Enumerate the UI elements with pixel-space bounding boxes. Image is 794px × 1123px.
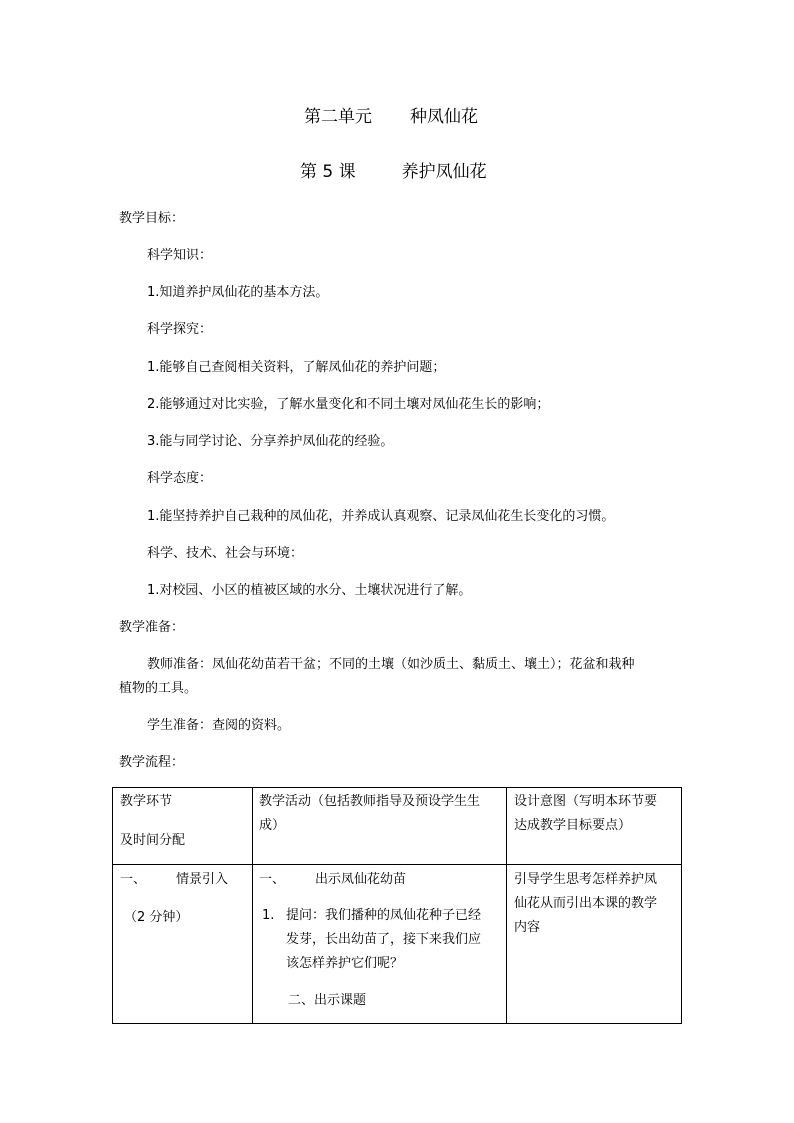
activity-item-line-2: 发芽，长出幼苗了，接下来我们应 [286,932,482,947]
lesson-number: 第 5 课 [300,162,356,182]
prep-heading: 教学准备： [119,620,185,635]
header-cell-activity [253,788,507,865]
stse-heading: 科学、技术、社会与环境： [147,546,304,561]
unit-name: 种凤仙花 [410,107,478,127]
header-activity-line-2: 成） [259,818,286,833]
unit-number: 第二单元 [304,107,372,127]
table-row [113,865,682,1024]
stage-time: （2 分钟） [124,910,189,925]
activity-item-line-3: 该怎样养护它们呢？ [286,956,404,971]
unit-title [304,106,478,128]
inquiry-item-1: 1.能够自己查阅相关资料，了解凤仙花的养护问题； [147,360,446,375]
student-prep: 学生准备：查阅的资料。 [147,718,291,733]
knowledge-item-1: 1.知道养护凤仙花的基本方法。 [147,285,329,300]
activity-number: 一、 [259,872,286,887]
lesson-name: 养护凤仙花 [401,162,487,182]
intent-cell [507,865,682,1024]
teacher-prep-line-2: 植物的工具。 [119,681,198,696]
intent-line-2: 仙花从而引出本课的教学 [514,896,658,911]
stage-number: 一、 [120,872,147,887]
activity-cell [253,865,507,1024]
inquiry-item-2: 2.能够通过对比实验，了解水量变化和不同土壤对凤仙花生长的影响； [147,397,550,412]
header-cell-intent [507,788,682,865]
knowledge-heading: 科学知识： [147,248,213,263]
stage-label [120,871,228,889]
lesson-title [300,161,487,183]
table-header-row [113,788,682,865]
intent-line-1: 引导学生思考怎样养护凤 [514,872,658,887]
activity-title: 出示凤仙花幼苗 [315,872,407,887]
inquiry-item-3: 3.能与同学讨论、分享养护凤仙花的经验。 [147,434,394,449]
stage-cell [113,865,253,1024]
header-intent-line-2: 达成教学目标要点） [514,818,632,833]
header-stage-line-2: 及时间分配 [120,833,186,848]
activity-item-line-1: 提问：我们播种的凤仙花种子已经 [286,908,482,923]
objectives-heading: 教学目标： [119,211,185,226]
stage-name: 情景引入 [176,872,229,887]
attitude-heading: 科学态度： [147,471,213,486]
header-activity-line-1: 教学活动（包括教师指导及预设学生生 [259,794,481,809]
inquiry-heading: 科学探究： [147,322,213,337]
header-stage-line-1: 教学环节 [120,794,173,809]
flow-heading: 教学流程： [119,755,185,770]
header-cell-stage [113,788,253,865]
header-intent-line-1: 设计意图（写明本环节要 [514,794,658,809]
intent-line-3: 内容 [514,920,541,935]
teaching-flow-table [112,787,682,1024]
activity-section-2: 二、出示课题 [288,993,367,1008]
stse-item-1: 1.对校园、小区的植被区域的水分、土壤状况进行了解。 [147,583,472,598]
attitude-item-1: 1.能坚持养护自己栽种的凤仙花，并养成认真观察、记录凤仙花生长变化的习惯。 [147,509,615,524]
teacher-prep-line-1: 教师准备：凤仙花幼苗若干盆；不同的土壤（如沙质土、黏质土、壤土）；花盆和栽种 [147,657,635,672]
activity-item-number: 1. [262,908,275,923]
activity-section-1 [259,871,406,889]
